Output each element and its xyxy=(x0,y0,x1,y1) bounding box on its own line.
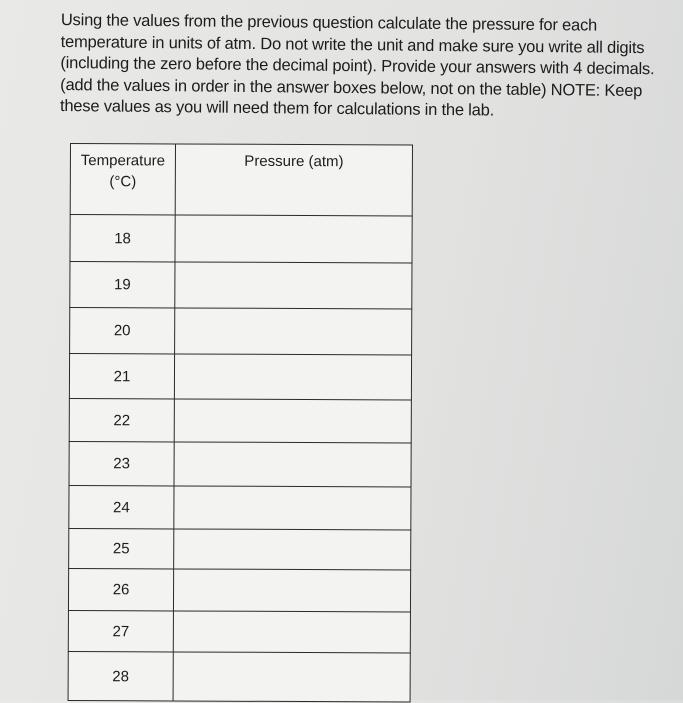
temperature-cell: 20 xyxy=(70,308,175,354)
temperature-cell: 27 xyxy=(68,610,173,651)
pressure-cell xyxy=(175,308,412,355)
question-line: (add the values in order in the answer boxes below, not on the table) NOTE: Keep xyxy=(60,75,643,100)
temperature-header xyxy=(70,144,175,215)
question-text xyxy=(60,10,683,124)
pressure-cell xyxy=(173,652,410,702)
pressure-header: Pressure (atm) xyxy=(175,144,412,216)
pressure-cell xyxy=(174,442,411,487)
temperature-cell: 22 xyxy=(69,398,174,441)
temperature-header-label: Temperature xyxy=(80,152,166,170)
temperature-header-unit: (°C) xyxy=(109,173,137,191)
table-row xyxy=(70,308,412,355)
pressure-cell xyxy=(173,569,410,612)
temperature-cell: 21 xyxy=(69,354,174,399)
temperature-cell: 24 xyxy=(69,485,174,528)
table-row xyxy=(68,610,410,652)
temperature-cell: 25 xyxy=(69,528,174,568)
table-row xyxy=(70,262,412,309)
pressure-cell xyxy=(174,399,411,443)
pressure-cell xyxy=(174,486,411,530)
table-row xyxy=(69,441,411,486)
pressure-cell xyxy=(175,262,412,309)
temperature-cell: 18 xyxy=(70,215,175,262)
question-line: these values as you will need them for calculations in the lab. xyxy=(59,96,495,120)
pressure-cell xyxy=(174,354,411,400)
question-line: temperature in units of atm. Do not write the unit and make sure you write all digits xyxy=(60,32,645,57)
temperature-cell: 23 xyxy=(69,441,174,485)
question-line: Using the values from the previous question calculate the pressure for each xyxy=(60,10,598,35)
table-row xyxy=(69,354,411,400)
pressure-table xyxy=(68,143,413,702)
table-row xyxy=(70,215,412,263)
pressure-cell xyxy=(174,529,411,570)
temperature-cell: 19 xyxy=(70,262,175,308)
temperature-cell: 26 xyxy=(68,568,173,610)
table-row xyxy=(69,485,411,529)
temperature-cell: 28 xyxy=(68,651,173,700)
pressure-cell xyxy=(175,215,412,263)
table-row xyxy=(69,528,411,569)
table-row xyxy=(68,568,410,611)
table-row xyxy=(69,398,411,442)
question-line: (including the zero before the decimal point). Provide your answers with 4 decimals. xyxy=(60,53,655,79)
pressure-cell xyxy=(173,611,410,653)
table-header-row xyxy=(70,144,412,216)
table-row xyxy=(68,651,410,701)
